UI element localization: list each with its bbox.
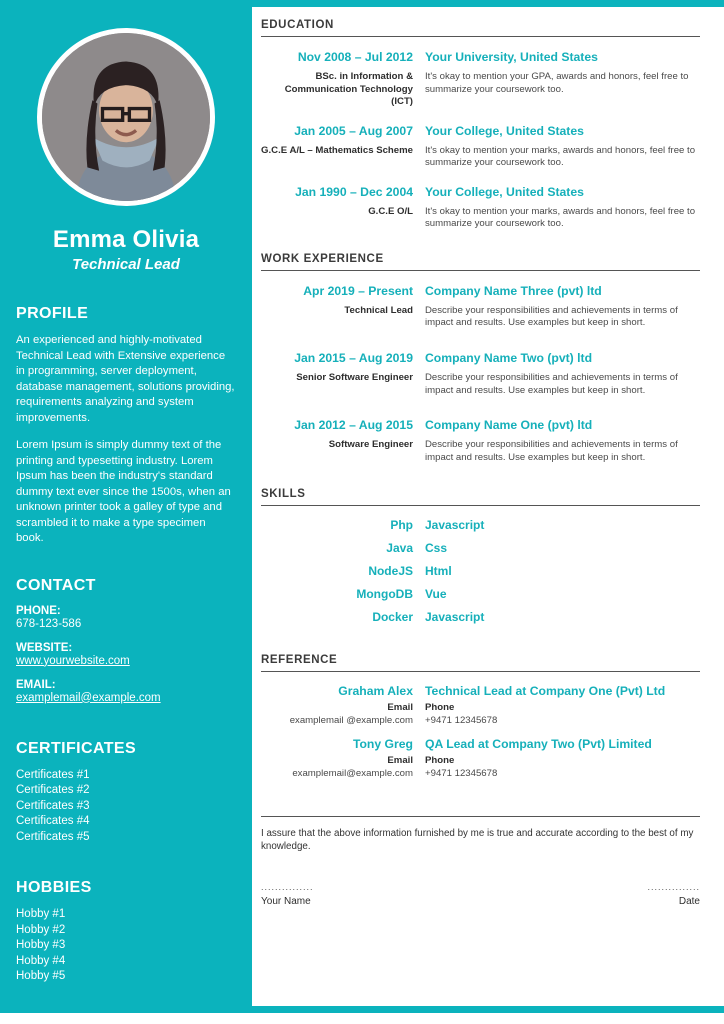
- reference-email-label: Email: [387, 702, 413, 714]
- work-desc: Describe your responsibilities and achievements in terms of impact and results. Use examples but keep in short.: [425, 304, 678, 329]
- reference-section: [261, 650, 700, 780]
- list-item: Hobby #5: [16, 970, 66, 982]
- work-entries: [261, 271, 700, 465]
- work-left: [261, 417, 425, 464]
- signature-date-label: Date: [678, 896, 700, 908]
- education-subject: BSc. in Information & Communication Technology (ICT): [284, 71, 413, 107]
- work-right: [425, 283, 700, 330]
- profile-photo: [42, 33, 210, 201]
- email-link[interactable]: examplemail@example.com: [16, 691, 161, 704]
- education-period: Nov 2008 – Jul 2012: [297, 50, 413, 64]
- signature-row: [261, 883, 700, 908]
- work-company: Company Name Two (pvt) ltd: [425, 351, 593, 366]
- phone-label: PHONE:: [16, 604, 61, 617]
- profile-heading: PROFILE: [16, 305, 89, 322]
- skills-section: [261, 484, 700, 624]
- list-item: Certificates #4: [16, 815, 90, 827]
- reference-phone-label: Phone: [425, 702, 455, 714]
- reference-phone-value: +9471 12345678: [425, 767, 498, 779]
- education-left: [261, 184, 425, 231]
- signature-name-label: Your Name: [261, 896, 311, 908]
- reference-entry: [261, 684, 700, 727]
- education-row: [261, 123, 700, 170]
- education-right: [425, 123, 700, 170]
- list-item: Hobby #1: [16, 908, 66, 920]
- work-title: Software Engineer: [328, 439, 413, 451]
- skill-name: Html: [425, 564, 452, 579]
- education-org: Your College, United States: [425, 184, 584, 199]
- reference-email-col: [261, 755, 425, 780]
- top-accent-strip: [252, 0, 724, 7]
- profile-paragraph: Lorem Ipsum is simply dummy text of the printing and typesetting industry. Lorem Ipsum has been the industry's standard dummy text ever since the 1500s, when an unknown printer took a galley of type and scrambled it to make a type specimen book.: [16, 439, 231, 544]
- hobbies-section: [16, 879, 236, 985]
- list-item: Hobby #2: [16, 923, 66, 936]
- skill-row: [261, 587, 700, 601]
- list-item: Hobby #4: [16, 954, 66, 967]
- work-experience-section: [261, 249, 700, 465]
- work-desc: Describe your responsibilities and achievements in terms of impact and results. Use examples but keep in short.: [425, 372, 678, 396]
- education-period: Jan 2005 – Aug 2007: [294, 123, 413, 138]
- list-item: Certificates #3: [16, 799, 90, 812]
- work-company: Company Name One (pvt) ltd: [425, 418, 593, 433]
- contact-section: [16, 577, 236, 706]
- reference-details: [261, 702, 700, 727]
- certificates-section: [16, 740, 236, 846]
- signature-name-col: [261, 883, 459, 908]
- reference-email-col: [261, 702, 425, 727]
- education-entries: [261, 37, 700, 231]
- work-left: [261, 350, 425, 397]
- work-period: Jan 2012 – Aug 2015: [294, 418, 413, 433]
- portrait-illustration-icon: [42, 33, 210, 201]
- avatar: [37, 28, 215, 206]
- reference-entries: [261, 672, 700, 780]
- certificates-heading: CERTIFICATES: [16, 739, 137, 757]
- reference-entry: [261, 737, 700, 780]
- contact-heading: CONTACT: [16, 576, 96, 594]
- list-item: Certificates #2: [16, 784, 90, 796]
- hobbies-heading: HOBBIES: [16, 879, 92, 896]
- list-item: Certificates #1: [16, 768, 90, 781]
- skill-name: Php: [390, 518, 413, 533]
- education-period: Jan 1990 – Dec 2004: [295, 184, 413, 199]
- person-role: Technical Lead: [72, 256, 180, 273]
- profile-section: [16, 305, 236, 547]
- email-label: EMAIL:: [16, 678, 56, 691]
- reference-name: Tony Greg: [352, 737, 413, 752]
- skill-name: MongoDB: [356, 587, 413, 602]
- education-left: [261, 123, 425, 170]
- work-period: Jan 2015 – Aug 2019: [294, 351, 413, 366]
- reference-role: QA Lead at Company Two (Pvt) Limited: [425, 737, 652, 752]
- education-row: [261, 49, 700, 109]
- skill-name: Vue: [425, 587, 447, 602]
- work-period: Apr 2019 – Present: [303, 283, 413, 298]
- education-subject: G.C.E A/L – Mathematics Scheme: [261, 144, 413, 156]
- skill-name: Javascript: [425, 518, 485, 533]
- reference-head: [261, 684, 700, 698]
- education-desc: It's okay to mention your marks, awards and honors, feel free to summarize your coursework too.: [425, 205, 696, 230]
- bottom-accent-strip: [0, 1006, 724, 1013]
- reference-role: Technical Lead at Company One (Pvt) Ltd: [425, 684, 666, 699]
- work-left: [261, 283, 425, 330]
- declaration-section: [261, 816, 700, 908]
- education-desc: It's okay to mention your GPA, awards and honors, feel free to summarize your coursework too.: [425, 71, 689, 95]
- education-row: [261, 184, 700, 231]
- work-row: [261, 417, 700, 464]
- reference-email-label: Email: [387, 755, 413, 767]
- reference-email-value: examplemail@example.com: [292, 767, 413, 779]
- skill-name: Css: [425, 541, 448, 556]
- phone-value: 678-123-586: [16, 617, 82, 630]
- work-company: Company Name Three (pvt) ltd: [425, 283, 602, 298]
- skill-name: Docker: [372, 610, 413, 625]
- work-desc: Describe your responsibilities and achievements in terms of impact and results. Use examples but keep in short.: [425, 439, 678, 463]
- education-subject: G.C.E O/L: [368, 205, 413, 217]
- education-right: [425, 49, 700, 109]
- profile-paragraph: An experienced and highly-motivated Technical Lead with Extensive experience in programming, server deployment, database management, solutions providing, requirements analyzing and system improvements.: [16, 334, 235, 424]
- skill-name: NodeJS: [368, 564, 413, 579]
- declaration-text: I assure that the above information furnished by me is true and accurate according to the best of my knowledge.: [261, 828, 694, 853]
- signature-date-line: ...............: [647, 883, 700, 893]
- website-link[interactable]: www.yourwebsite.com: [16, 654, 130, 667]
- signature-name-line: ...............: [261, 883, 314, 893]
- reference-head: [261, 737, 700, 751]
- education-desc: It's okay to mention your marks, awards and honors, feel free to summarize your coursework too.: [425, 144, 696, 169]
- skill-name: Java: [386, 541, 413, 556]
- reference-phone-value: +9471 12345678: [425, 714, 498, 726]
- education-section: [261, 15, 700, 231]
- list-item: Certificates #5: [16, 830, 90, 843]
- work-right: [425, 417, 700, 464]
- education-left: [261, 49, 425, 109]
- reference-name: Graham Alex: [338, 684, 413, 699]
- skills-heading: SKILLS: [261, 484, 700, 506]
- work-right: [425, 350, 700, 397]
- reference-phone-col: [425, 702, 700, 727]
- skill-row: [261, 541, 700, 555]
- signature-date-col: [502, 883, 700, 908]
- reference-phone-col: [425, 755, 700, 780]
- sidebar: [0, 0, 252, 1006]
- person-name: Emma Olivia: [52, 226, 200, 253]
- education-right: [425, 184, 700, 231]
- skill-name: Javascript: [425, 610, 485, 625]
- reference-heading: REFERENCE: [261, 650, 700, 672]
- skills-rows: [261, 506, 700, 624]
- list-item: Hobby #3: [16, 939, 66, 951]
- work-experience-heading: WORK EXPERIENCE: [261, 249, 700, 271]
- education-org: Your College, United States: [425, 123, 584, 138]
- skill-row: [261, 518, 700, 532]
- skill-row: [261, 610, 700, 624]
- work-row: [261, 350, 700, 397]
- website-label: WEBSITE:: [16, 641, 73, 654]
- work-title: Senior Software Engineer: [296, 372, 413, 384]
- reference-email-value: examplemail @example.com: [289, 714, 413, 726]
- main-content: [252, 7, 724, 1006]
- skill-row: [261, 564, 700, 578]
- education-heading: EDUCATION: [261, 15, 700, 37]
- work-row: [261, 283, 700, 330]
- reference-details: [261, 755, 700, 780]
- education-org: Your University, United States: [425, 50, 598, 64]
- reference-phone-label: Phone: [425, 755, 455, 767]
- work-title: Technical Lead: [344, 304, 413, 316]
